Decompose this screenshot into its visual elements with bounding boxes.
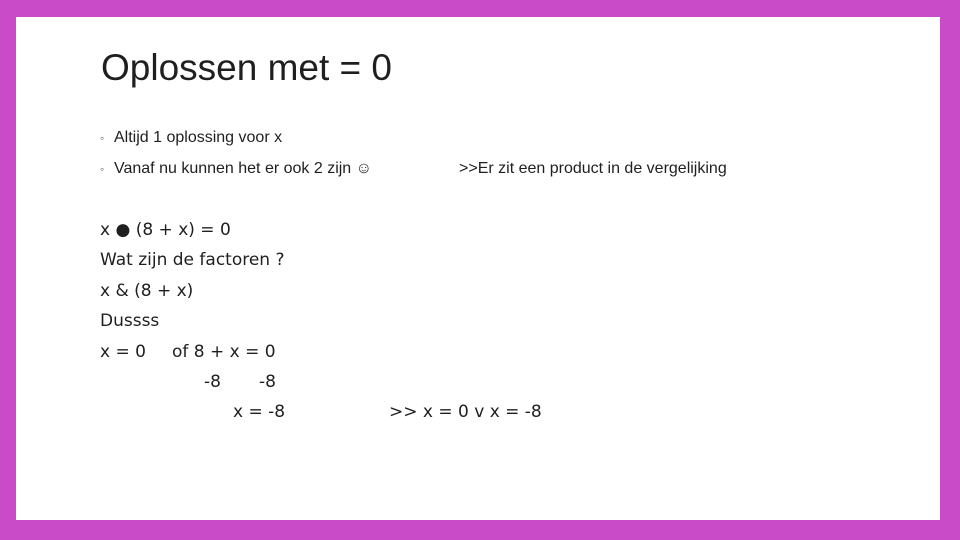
second-equation: of 8 + x = 0 (172, 342, 276, 362)
bullet-item (100, 160, 372, 178)
final-answer: >> x = 0 v x = -8 (389, 402, 542, 422)
slide-title: Oplossen met = 0 (101, 47, 393, 88)
solution-first: x = 0 (100, 342, 146, 362)
bullet-text: Vanaf nu kunnen het er ook 2 zijn ☺ (114, 160, 372, 177)
slide (16, 17, 940, 520)
bullet-item (100, 129, 282, 147)
question-line: Wat zijn de factoren ? (100, 250, 285, 270)
bullet-marker: ◦ (100, 162, 105, 176)
subtract-step-left: -8 (204, 372, 221, 392)
product-note: >>Er zit een product in de vergelijking (459, 160, 727, 177)
bullet-marker: ◦ (100, 131, 105, 145)
conclusion-word: Dussss (100, 311, 160, 331)
bullet-text: Altijd 1 oplossing voor x (114, 129, 283, 146)
equation-line: x ● (8 + x) = 0 (100, 220, 231, 240)
solution-second: x = -8 (233, 402, 286, 422)
subtract-step-right: -8 (259, 372, 276, 392)
factors-line: x & (8 + x) (100, 281, 194, 301)
